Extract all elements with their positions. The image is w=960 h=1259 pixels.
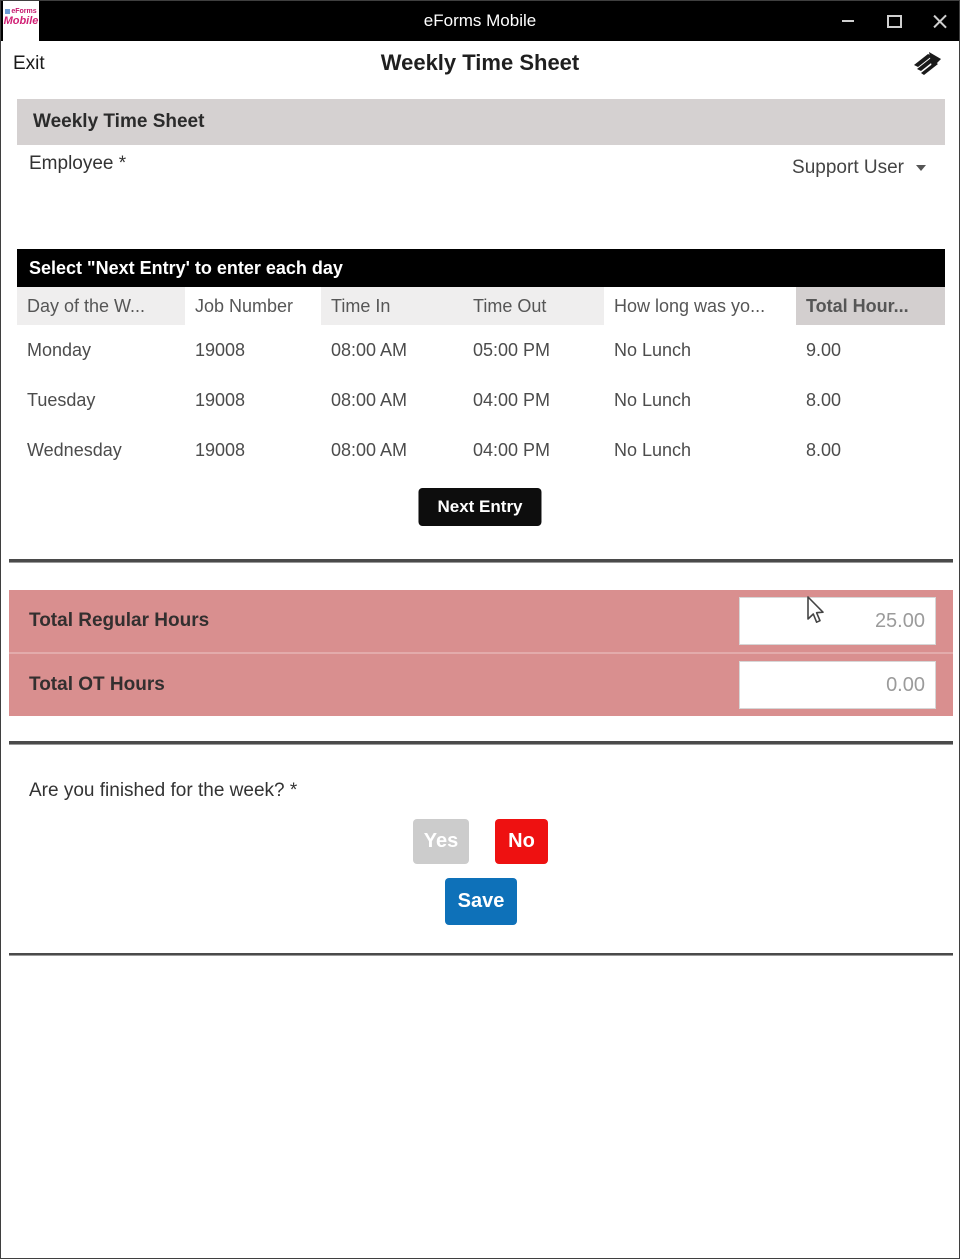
employee-dropdown[interactable]: [792, 157, 926, 179]
minimize-button[interactable]: [837, 7, 859, 35]
chevron-down-icon: [916, 165, 926, 171]
cell-time-in: 08:00 AM: [331, 440, 408, 460]
window-controls: [837, 1, 951, 41]
employee-value: Support User: [792, 157, 904, 178]
maximize-button[interactable]: [883, 7, 905, 35]
maximize-icon: [887, 15, 902, 28]
logo-text-top: eForms: [3, 8, 39, 15]
logo-icon: [5, 9, 10, 14]
col-header-total-hours[interactable]: Total Hour...: [796, 287, 945, 325]
titlebar: [1, 1, 959, 41]
total-regular-row: [9, 590, 953, 652]
close-icon: [933, 14, 947, 28]
grid-instruction: Select "Next Entry' to enter each day: [17, 249, 945, 287]
total-ot-input[interactable]: [739, 661, 936, 709]
total-ot-row: [9, 654, 953, 716]
grid-header: [17, 287, 945, 325]
table-row-wednesday[interactable]: [17, 425, 945, 475]
col-header-lunch[interactable]: How long was yo...: [604, 287, 796, 325]
cell-day: Tuesday: [27, 390, 96, 410]
form-section-title: Weekly Time Sheet: [17, 99, 945, 145]
minimize-icon: [842, 20, 854, 22]
total-regular-input[interactable]: [739, 597, 936, 645]
cell-time-out: 05:00 PM: [473, 340, 551, 360]
cell-time-in: 08:00 AM: [331, 340, 408, 360]
totals-section: [9, 590, 953, 716]
cell-job: 19008: [195, 390, 246, 410]
close-button[interactable]: [929, 7, 951, 35]
grid-body: [17, 325, 945, 475]
col-header-time-in[interactable]: Time In: [321, 287, 463, 325]
divider: [9, 953, 953, 956]
finished-question-label: Are you finished for the week? *: [29, 780, 298, 801]
next-entry-button[interactable]: Next Entry: [418, 488, 541, 526]
table-row-monday[interactable]: [17, 325, 945, 375]
cell-lunch: No Lunch: [614, 340, 692, 360]
window-title: eForms Mobile: [423, 11, 537, 30]
cell-time-out: 04:00 PM: [473, 440, 551, 460]
logo-text-bottom: Mobile: [3, 15, 39, 27]
app-logo: [3, 1, 39, 42]
col-header-day[interactable]: Day of the W...: [17, 287, 185, 325]
cell-day: Monday: [27, 340, 92, 360]
page-title: Weekly Time Sheet: [380, 50, 580, 75]
total-regular-label: Total Regular Hours: [29, 610, 210, 631]
yes-button[interactable]: Yes: [413, 819, 469, 864]
cell-time-in: 08:00 AM: [331, 390, 408, 410]
col-header-job-number[interactable]: Job Number: [185, 287, 321, 325]
cell-job: 19008: [195, 340, 246, 360]
cell-time-out: 04:00 PM: [473, 390, 551, 410]
cell-job: 19008: [195, 440, 246, 460]
exit-button[interactable]: Exit: [13, 53, 45, 74]
employee-label: Employee *: [29, 153, 127, 174]
divider: [9, 559, 953, 563]
total-ot-label: Total OT Hours: [29, 674, 165, 695]
save-button[interactable]: Save: [445, 878, 517, 925]
divider: [9, 741, 953, 745]
table-row-tuesday[interactable]: [17, 375, 945, 425]
col-header-time-out[interactable]: Time Out: [463, 287, 604, 325]
cell-lunch: No Lunch: [614, 440, 692, 460]
cell-total: 8.00: [806, 390, 842, 410]
cell-total: 9.00: [806, 340, 842, 360]
submit-stack-icon[interactable]: [911, 48, 945, 78]
no-button[interactable]: No: [495, 819, 548, 864]
cell-day: Wednesday: [27, 440, 122, 460]
cell-lunch: No Lunch: [614, 390, 692, 410]
cell-total: 8.00: [806, 440, 842, 460]
